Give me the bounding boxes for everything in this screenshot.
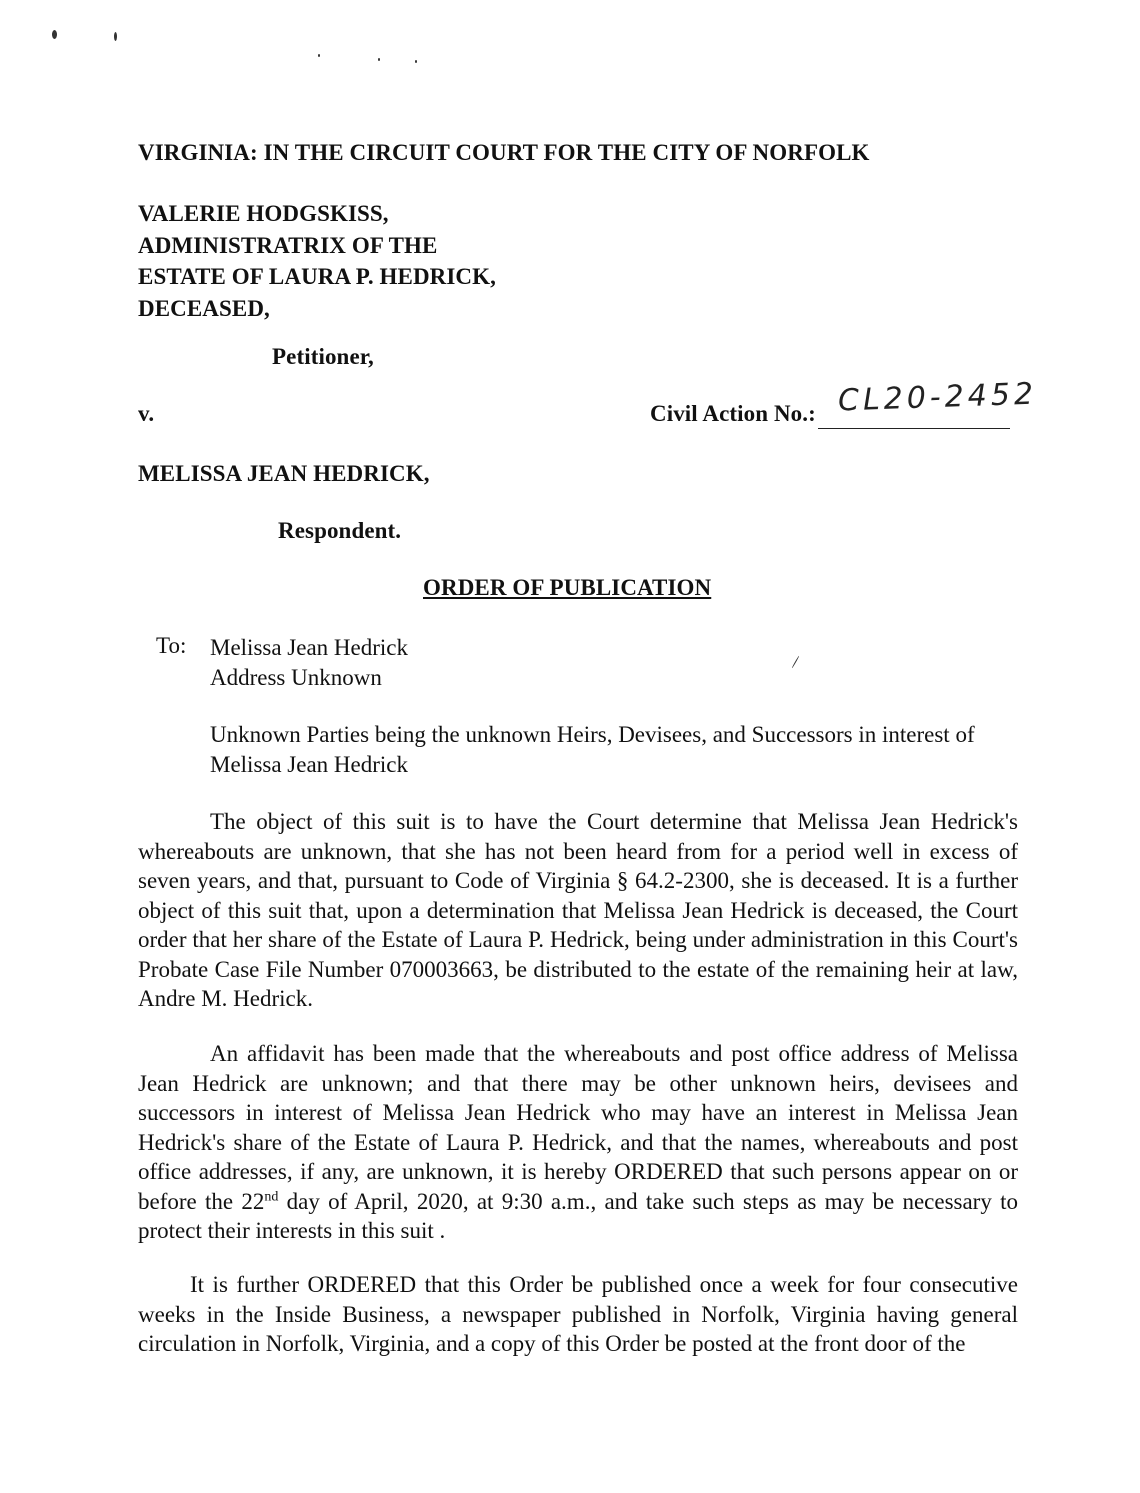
respondent-role: Respondent. <box>278 518 402 543</box>
petitioner-caption <box>138 198 496 324</box>
petitioner-line: ESTATE OF LAURA P. HEDRICK, <box>138 264 496 289</box>
unknown-parties: Unknown Parties being the unknown Heirs, Devisees, and Successors in interest of Melissa Jean Hedrick <box>210 722 975 777</box>
addressee-block <box>210 633 408 692</box>
scan-speck <box>792 656 800 669</box>
body-paragraph-affidavit <box>138 1039 1018 1246</box>
case-number-underline <box>818 428 1010 429</box>
to-label: To: <box>156 633 187 658</box>
scan-speck <box>415 60 417 63</box>
body-paragraph-object: The object of this suit is to have the Court determine that Melissa Jean Hedrick's whereabouts are unknown, that she has not been heard from for a period well in excess of seven years, and that, pursuant to Code of Virginia § 64.2-2300, she is deceased. It is a further object of this suit that, upon a determination that Melissa Jean Hedrick is deceased, the Court order that her share of the Estate of Laura P. Hedrick, being under administration in this Court's Probate Case File Number 070003663, be distributed to the estate of the remaining heir at law, Andre M. Hedrick. <box>138 809 1018 1011</box>
scan-speck <box>378 58 380 61</box>
body-paragraph-publication: It is further ORDERED that this Order be published once a week for four consecutive weeks in the Inside Business, a newspaper published in Norfolk, Virginia having general circulation in Norfolk, Virginia, and a copy of this Order be posted at the front door of the <box>138 1272 1018 1356</box>
addressee-address: Address Unknown <box>210 664 382 690</box>
petitioner-role: Petitioner, <box>272 344 374 369</box>
ordinal-suffix: nd <box>264 1188 279 1204</box>
affidavit-text: An affidavit has been made that the whereabouts and post office address of Melissa Jean Hedrick are unknown; and that there may be other unknown heirs, devisees and successors in interest of Melissa Jean Hedrick who may have an interest in Melissa Jean Hedrick's share of the Estate of Laura P. Hedrick, and that the names, whereabouts and post office addresses, if any, are unknown, it is hereby ORDERED that such persons appear on or before the 22 <box>138 1041 1018 1214</box>
scan-speck <box>114 32 117 41</box>
petitioner-line: DECEASED, <box>138 295 270 321</box>
petitioner-line: ADMINISTRATRIX OF THE <box>138 232 438 258</box>
civil-action-label: Civil Action No.: <box>650 401 816 426</box>
addressee-name: Melissa Jean Hedrick <box>210 635 408 660</box>
handwritten-case-number: CL20-2452 <box>837 376 1038 419</box>
petitioner-line: VALERIE HODGSKISS, <box>138 201 389 226</box>
order-title: ORDER OF PUBLICATION <box>423 575 712 600</box>
scan-speck <box>52 30 57 39</box>
respondent-name: MELISSA JEAN HEDRICK, <box>138 461 430 486</box>
versus-label: v. <box>138 401 155 426</box>
affidavit-text-cont: day of April, 2020, at 9:30 a.m., and take such steps as may be necessary to protect their interests in this suit . <box>138 1188 1018 1243</box>
scan-speck <box>318 54 320 57</box>
court-heading: VIRGINIA: IN THE CIRCUIT COURT FOR THE CITY OF NORFOLK <box>138 140 870 165</box>
